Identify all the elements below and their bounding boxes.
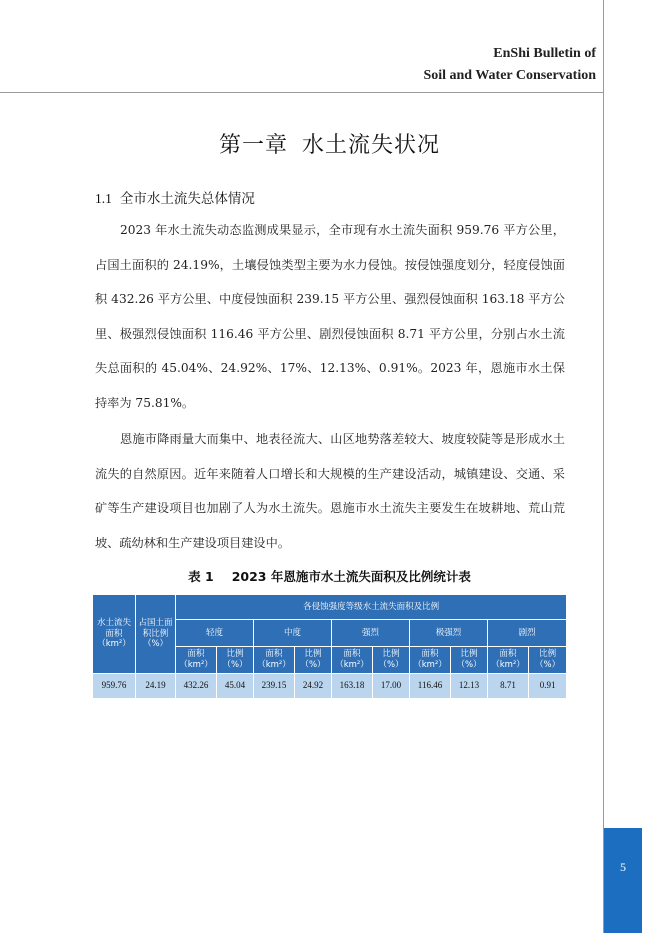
sub-header-percent: 比例（%） [217,647,254,674]
level-header: 中度 [254,620,332,647]
sub-header-percent: 比例（%） [295,647,332,674]
table-caption-title: 2023 年恩施市水土流失面积及比例统计表 [231,569,471,584]
table-cell: 0.91 [529,674,567,699]
sub-header-percent: 比例（%） [373,647,410,674]
table-cell: 163.18 [332,674,373,699]
table-cell: 959.76 [93,674,136,699]
table-cell: 432.26 [176,674,217,699]
paragraph: 恩施市降雨量大而集中、地表径流大、山区地势落差较大、坡度较陡等是形成水土流失的自然原因。近年来随着人口增长和大规模的生产建设活动，城镇建设、交通、采矿等生产建设项目也加剧了人为水土流失。恩施市水土流失主要发生在坡耕地、荒山荒坡、疏幼林和生产建设项目建设中。 [95,432,565,550]
section-number: 1.1 [95,191,112,206]
sub-header-area: 面积（km²） [410,647,451,674]
table-cell: 17.00 [373,674,410,699]
sub-header-area: 面积（km²） [488,647,529,674]
table-cell: 8.71 [488,674,529,699]
level-header: 强烈 [332,620,410,647]
table-caption [0,567,659,585]
table-cell: 24.19 [136,674,176,699]
header-rule [0,92,603,93]
table-cell: 116.46 [410,674,451,699]
page-number: 5 [620,860,626,874]
level-header: 极强烈 [410,620,488,647]
table-row [93,674,567,699]
table-cell: 45.04 [217,674,254,699]
erosion-statistics-table [92,594,567,699]
header-area-cell: 水土流失面积（km²） [93,595,136,674]
section-heading [95,187,255,207]
sub-header-area: 面积（km²） [332,647,373,674]
section-title: 全市水土流失总体情况 [119,191,255,207]
chapter-name: 水土流失状况 [302,133,441,158]
table-caption-number: 表 1 [188,569,214,584]
journal-title-line2: Soil and Water Conservation [423,68,596,83]
header-group-cell: 各侵蚀强度等级水土流失面积及比例 [176,595,567,620]
table-cell: 12.13 [451,674,488,699]
chapter-title [0,128,659,159]
sub-header-percent: 比例（%） [529,647,567,674]
paragraph: 2023 年水土流失动态监测成果显示，全市现有水土流失面积 959.76 平方公里，占国土面积的 24.19%，土壤侵蚀类型主要为水力侵蚀。按侵蚀强度划分，轻度侵蚀面积 432.26 平方公里、中度侵蚀面积 239.15 平方公里、强烈侵蚀面积 163.18 平方公里、极强烈侵蚀面积 116.46 平方公里、剧烈侵蚀面积 8.71 平方公里，分别占水土流失总面积的 45.04%、24.92%、17%、12.13%、0.91%。2023 年，恩施市水土保持率为 75.81%。 [95,223,565,410]
table-header-row [93,595,567,620]
page-tab [604,828,642,933]
chapter-number: 第一章 [218,133,288,158]
sub-header-area: 面积（km²） [254,647,295,674]
level-header: 轻度 [176,620,254,647]
journal-title-line1: EnShi Bulletin of [493,46,596,61]
level-header: 剧烈 [488,620,567,647]
sub-header-area: 面积（km²） [176,647,217,674]
table-cell: 24.92 [295,674,332,699]
sub-header-percent: 比例（%） [451,647,488,674]
table-cell: 239.15 [254,674,295,699]
header-percent-cell: 占国土面积比例（%） [136,595,176,674]
